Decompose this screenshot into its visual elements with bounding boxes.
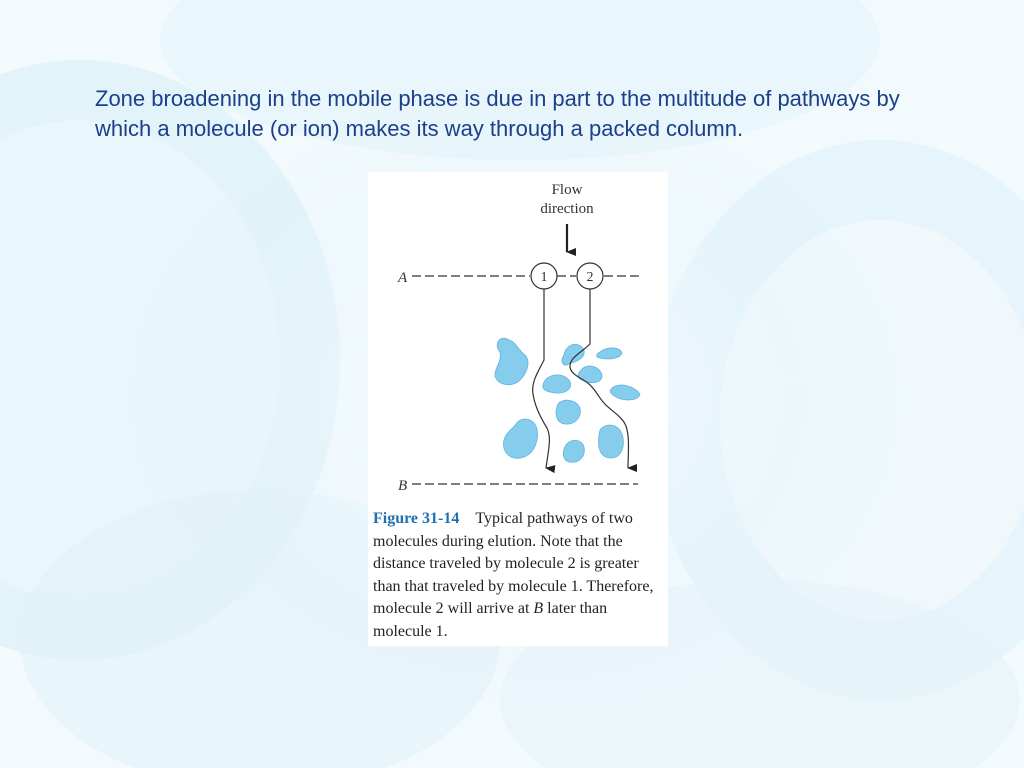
particle [597, 348, 622, 359]
figure-label: Figure 31-14 [373, 510, 460, 527]
particle [543, 375, 571, 393]
caption-text-italic: B [533, 600, 544, 617]
line-a-label: A [398, 270, 408, 286]
particle [578, 366, 602, 383]
flow-label-line1: Flow [551, 182, 583, 198]
particle [556, 400, 580, 424]
particle [562, 344, 584, 365]
particle [495, 338, 528, 385]
slide-text: Zone broadening in the mobile phase is due in part to the multitude of pathways by which a molecule (or ion) makes its way through a packed column. [95, 86, 900, 141]
particle [563, 440, 584, 462]
packing-particles [495, 338, 640, 462]
molecule-1-label: 1 [540, 270, 548, 285]
caption-text-part2: later than molecule 1. [373, 600, 608, 640]
particle [610, 385, 640, 400]
figure-panel [368, 172, 668, 646]
caption-text-part1: Typical pathways of two molecules during elution. Note that the distance traveled by molecule 2 is greater than that traveled by molecule 1. Therefore, molecule 2 will arrive at [373, 510, 654, 617]
figure-caption [373, 508, 668, 643]
flow-label-line2: direction [540, 201, 594, 217]
particle [598, 425, 623, 458]
particle [503, 419, 537, 458]
line-b-label: B [398, 478, 408, 494]
molecule-2-label: 2 [586, 270, 594, 285]
pathway-diagram [368, 172, 668, 502]
